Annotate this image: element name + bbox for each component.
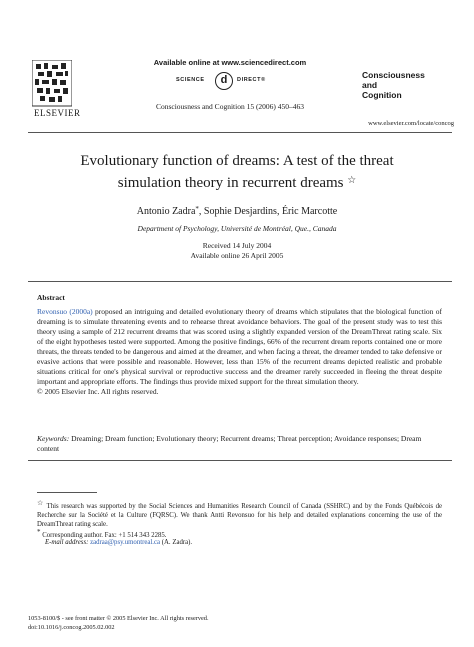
received-date: Received 14 July 2004 <box>202 241 272 250</box>
abstract-text <box>37 307 442 397</box>
title-line-2 <box>40 171 434 193</box>
sd-direct-text: DIRECT® <box>237 77 266 83</box>
abstract-heading: Abstract <box>37 293 65 302</box>
corresponding-text: Corresponding author. Fax: +1 514 343 2285. <box>40 532 167 539</box>
author-list <box>40 205 434 217</box>
keywords-text: Dreaming; Dream function; Evolutionary theory; Recurrent dreams; Threat perception; Avoidance responses; Dream content <box>37 434 422 453</box>
sd-science-text: SCIENCE <box>176 77 205 83</box>
email-owner: (A. Zadra). <box>160 539 193 546</box>
sciencedirect-logo <box>176 72 286 90</box>
journal-citation: Consciousness and Cognition 15 (2006) 450–463 <box>155 102 305 111</box>
abstract-body: proposed an intriguing and detailed evolutionary theory of dreams which stipulates that the biological function of dreaming is to simulate threatening events and to rehearse threat avoidance behaviors. The goal of the present study was to test this theory using a sample of 212 recurrent dreams that was scored using a slightly expanded version of the DreamThreat rating scale. Six of the eight hypotheses tested were supported. Among the positive findings, 66% of the recurrent dream reports contained one or more threats, the threats tended to be dangerous and aimed at the dreamer, and when facing a threat, the dreamer tended to take defensive or evasive actions that were possible and reasonable. However, less than 15% of the recurrent dreams depicted realistic and probable situations critical for one's physical survival or reproductive success and the dreamer rarely succeeded in fleeing the threat despite important and appropriate efforts. The findings thus provide mixed support for the threat simulation theory. <box>37 307 443 386</box>
journal-name <box>362 70 457 100</box>
available-date: Available online 26 April 2005 <box>190 251 284 260</box>
elsevier-tree-logo <box>32 60 72 110</box>
author-rest: , Sophie Desjardins, Éric Marcotte <box>198 206 338 217</box>
abstract-top-rule <box>28 281 452 282</box>
corresponding-author-mark[interactable]: * <box>195 205 199 213</box>
journal-name-line-3: Cognition <box>362 90 402 100</box>
article-title <box>40 152 434 193</box>
issn-line: 1053-8100/$ - see front matter © 2005 Elsevier Inc. All rights reserved. <box>28 615 209 622</box>
header-rule <box>28 132 452 133</box>
keywords-label: Keywords: <box>37 434 70 443</box>
sd-at-icon: d <box>215 72 233 90</box>
author-zadra: Antonio Zadra <box>136 206 196 217</box>
title-line-2-text: simulation theory in recurrent dreams <box>117 175 344 191</box>
article-dates <box>40 241 434 261</box>
funding-footnote <box>37 499 442 529</box>
affiliation: Department of Psychology, Université de Montréal, Que., Canada <box>137 224 337 233</box>
journal-name-line-1: Consciousness <box>362 70 425 80</box>
revonsuo-citation-link[interactable]: Revonsuo (2000a) <box>37 307 93 316</box>
abstract-bottom-rule <box>28 460 452 461</box>
footnote-star-icon: ☆ <box>37 499 45 507</box>
front-matter-info <box>28 614 328 632</box>
keywords <box>37 434 442 454</box>
title-line-1: Evolutionary function of dreams: A test of the threat <box>80 153 394 169</box>
email-link[interactable]: zadraa@psy.umontreal.ca <box>90 539 161 546</box>
publisher-name: ELSEVIER <box>34 108 81 118</box>
doi-line[interactable]: doi:10.1016/j.concog.2005.02.002 <box>28 624 115 631</box>
abstract-copyright: © 2005 Elsevier Inc. All rights reserved. <box>37 387 159 396</box>
footnote-rule <box>37 492 97 493</box>
available-online-text: Available online at www.sciencedirect.com <box>153 58 307 67</box>
title-star-icon[interactable]: ☆ <box>347 175 357 186</box>
footnote-asterisk: * <box>37 528 41 536</box>
journal-name-line-2: and <box>362 80 378 90</box>
journal-url[interactable]: www.elsevier.com/locate/concog <box>368 120 454 127</box>
email-label: E-mail address: <box>45 539 89 546</box>
email-footnote <box>37 538 450 547</box>
funding-text: This research was supported by the Social Sciences and Humanities Research Council of Canada (SSHRC) and by the Fonds Québécois de Recherche sur la Société et la Culture (FQRSC). We thank Antti Revonsuo for his help and detailed explanations concerning the use of the DreamThreat rating scale. <box>37 503 442 528</box>
